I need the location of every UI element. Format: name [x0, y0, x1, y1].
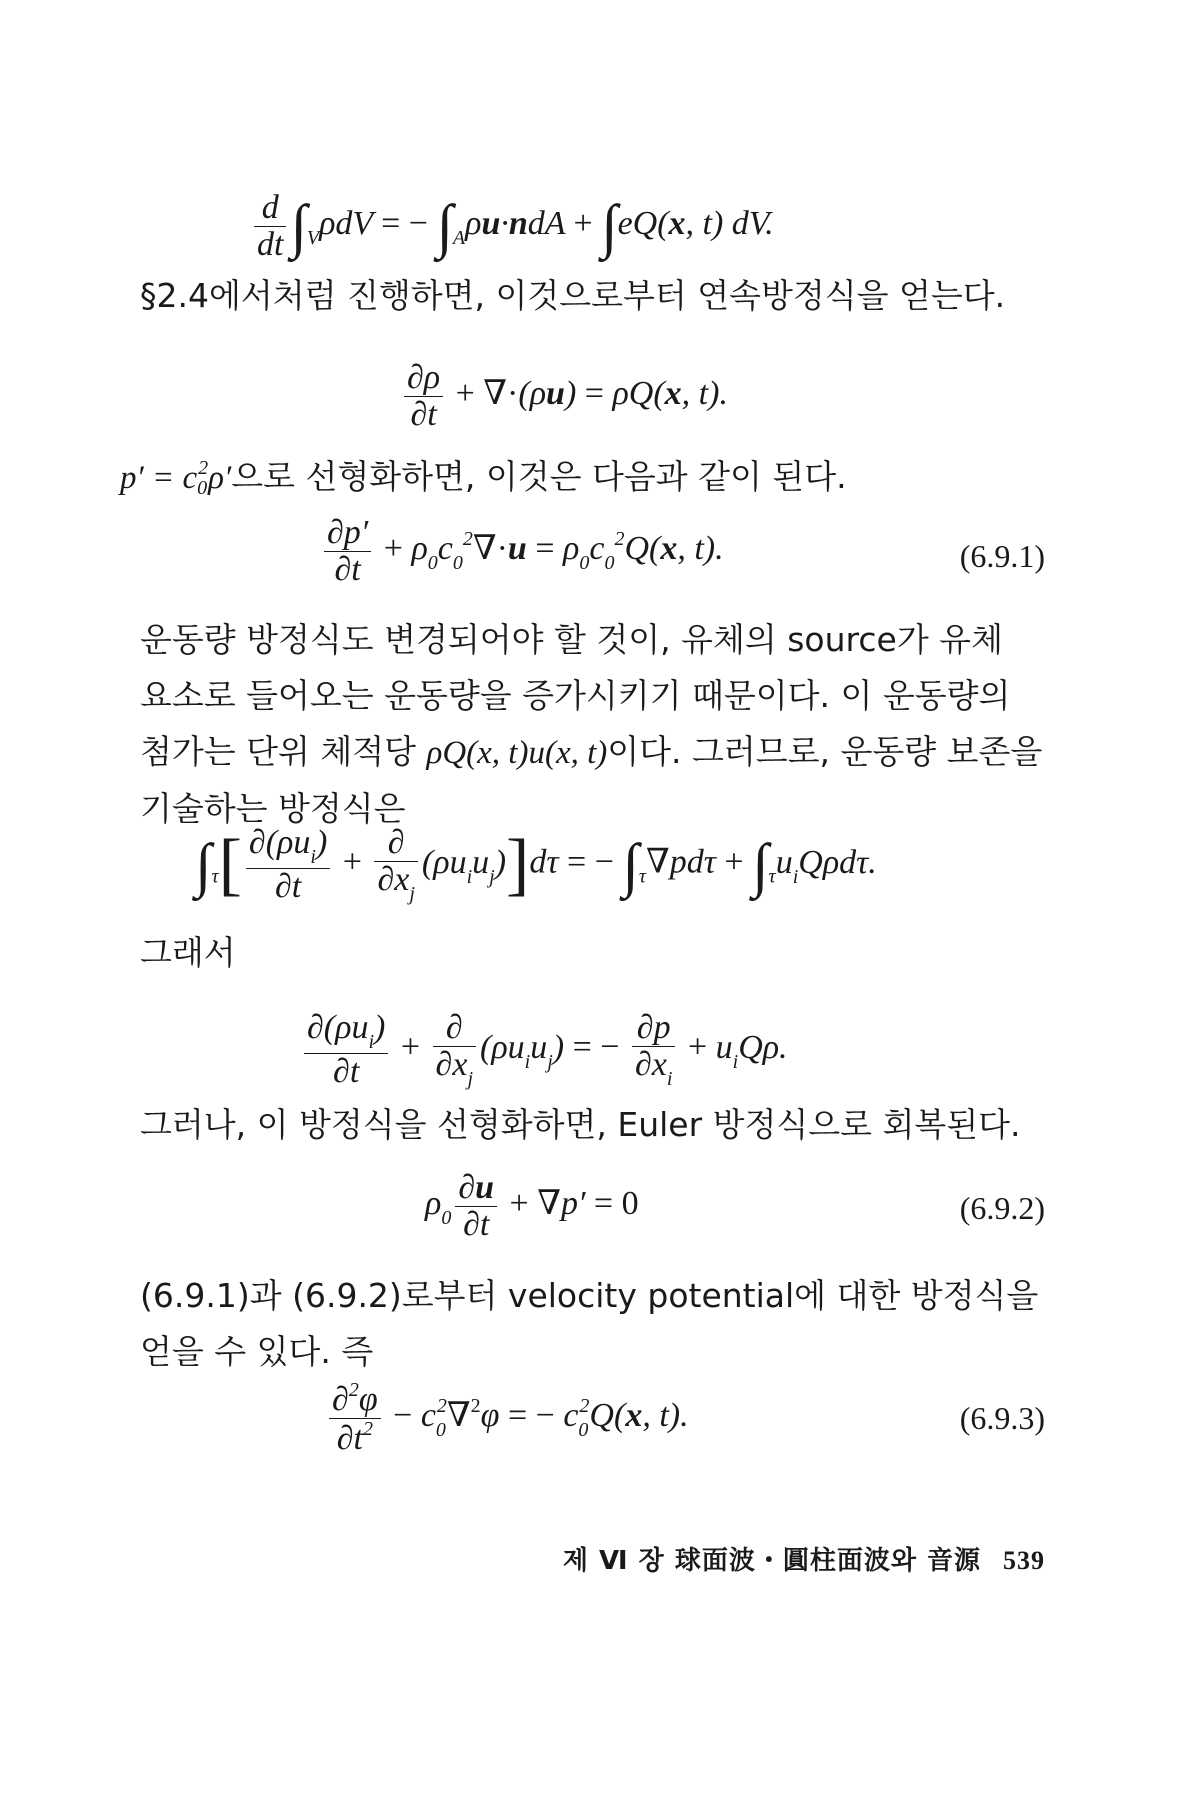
paragraph-continuity-intro: §2.4에서처럼 진행하면, 이것으로부터 연속방정식을 얻는다. [140, 276, 1006, 315]
paragraph-velocity-potential: (6.9.1)과 (6.9.2)로부터 velocity potential에 대한 방정식을 얻을 수 있다. 즉 [140, 1276, 1039, 1371]
equation-6-9-1: $\frac{\partial p'}{\partial t}$ + $\rho_0c_0^2\nabla\cdot u = \rho_0c_0^2Q(x$, t). [320, 515, 724, 587]
paragraph-momentum [140, 612, 1045, 837]
chapter-title: 제 Ⅵ 장 球面波・圓柱面波와 音源 [562, 1546, 981, 1576]
paragraph-euler: 그러나, 이 방정식을 선형화하면, Euler 방정식으로 회복된다. [140, 1105, 1021, 1144]
paragraph-linearize: $p' = c_0^2\rho'$으로 선형화하면, 이것은 다음과 같이 된다. [120, 457, 847, 499]
equation-number-6-9-3: (6.9.3) [959, 1400, 1045, 1436]
paragraph-therefore: 그래서 [140, 933, 236, 972]
page-number: 539 [1003, 1546, 1045, 1575]
linearize-text: 으로 선형화하면, 이것은 다음과 같이 된다. [231, 457, 847, 496]
integral-momentum-equation: $\int_\tau$[ $\frac{\partial(\rho u_i)}{\partial t}$ + $\frac{\partial}{\partial x_j}$ $(\rho u_iu_j)]d\tau$ = − $\int_\tau\nabla pd\tau + \int_\tau u_iQ\rho d\tau$. [195, 824, 877, 905]
mass-balance-equation: $\frac{d}{dt}$ $\int_V\rho dV$ = − $\int_A\rho u\cdot ndA + \int eQ(x$, t) dV. [250, 190, 774, 262]
momentum-text-c: 이다. 그러므로, 운동량 보존을 기술하는 방정식은 [140, 732, 1043, 828]
equation-6-9-2: $\rho_0$ $\frac{\partial u}{\partial t}$ + ∇p′ = 0 [425, 1169, 639, 1243]
equation-6-9-3: $\frac{\partial^2\varphi}{\partial t^2}$ − $c_0^2\nabla^2\varphi$ = − $c_0^2Q(x$, t). [325, 1380, 689, 1456]
page-footer [563, 1540, 1045, 1577]
momentum-source-term: ρQ(x, t)u(x, t) [426, 735, 608, 771]
continuity-equation: $\frac{\partial\rho}{\partial t}$ + ∇·(ρu) = ρQ(x, t). [400, 360, 728, 432]
linearize-formula-prefix: p′ = c [120, 460, 198, 496]
equation-number-6-9-1: (6.9.1) [959, 538, 1045, 574]
momentum-text-a: 운동량 방정식도 변경되어야 할 것이, 유체의 source가 유체 요소로 들어오는 운동량을 증가시키기 때문이다. 이 운동량의 첨가는 단위 체적당 [140, 620, 1011, 771]
differential-momentum-equation: $\frac{\partial(\rho u_i)}{\partial t}$ + $\frac{\partial}{\partial x_j}$ $(\rho u_iu_j)$ = − $\frac{\partial p}{\partial x_i}$ + $u_iQ\rho$. [300, 1010, 788, 1090]
equation-number-6-9-2: (6.9.2) [959, 1190, 1045, 1226]
